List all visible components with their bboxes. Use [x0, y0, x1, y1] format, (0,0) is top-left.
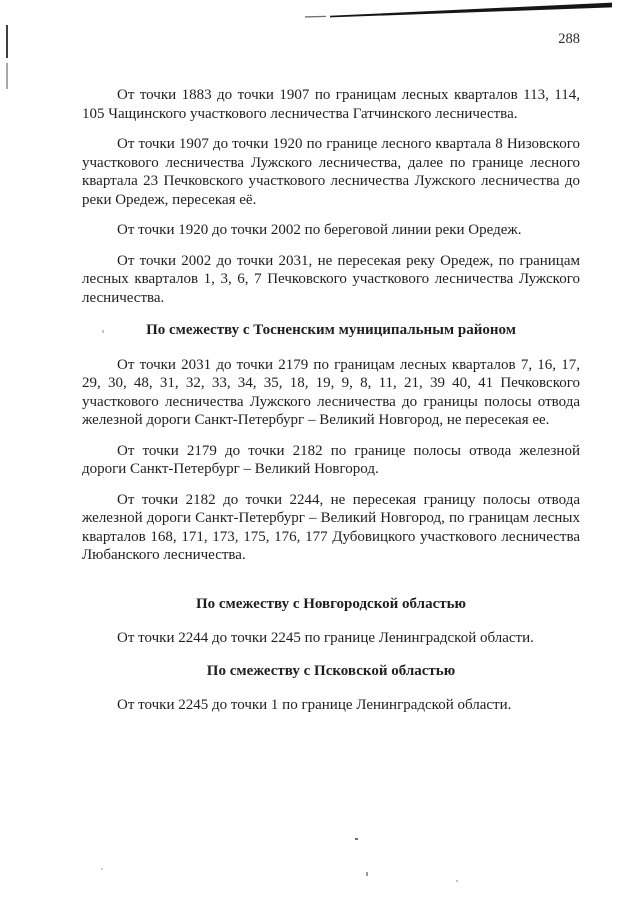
page-number: 288 — [558, 31, 580, 47]
paragraph-boundary-2182-2244: От точки 2182 до точки 2244, не пересекая границу полосы отвода железной дороги Санкт-Петербург – Великий Новгород, по границам лесных кварталов 168, 171, 173, 175, 176, 177 Дубовицкого участкового лесничества Любанского лесничества. — [82, 491, 580, 563]
document-body — [82, 86, 580, 727]
paragraph-boundary-2179-2182: От точки 2179 до точки 2182 по границе полосы отвода железной дороги Санкт-Петербург – Великий Новгород. — [82, 442, 580, 477]
scan-artifact-left-line-light — [6, 63, 8, 89]
paragraph-boundary-1883-1907: От точки 1883 до точки 1907 по границам лесных кварталов 113, 114, 105 Чащинского участкового лесничества Гатчинского лесничества. — [82, 87, 580, 122]
scan-speck — [456, 880, 458, 882]
section-heading-pskov-oblast: По смежеству с Псковской областью — [206, 662, 456, 679]
section-heading-novgorod-oblast: По смежеству с Новгородской областью — [195, 595, 467, 612]
section-heading-tosnensky-district: По смежеству с Тосненским муниципальным районом — [146, 322, 516, 338]
scan-speck — [355, 838, 358, 840]
paragraph-boundary-2245-1: От точки 2245 до точки 1 по границе Ленинградской области. — [117, 697, 512, 713]
paragraph-boundary-1920-2002: От точки 1920 до точки 2002 по береговой линии реки Оредеж. — [117, 222, 522, 238]
scan-artifact-left-line-dark — [6, 25, 8, 58]
paragraph-boundary-2244-2245: От точки 2244 до точки 2245 по границе Ленинградской области. — [117, 630, 534, 646]
scan-speck — [366, 872, 368, 876]
paragraph-boundary-1907-1920: От точки 1907 до точки 1920 по границе лесного квартала 8 Низовского участкового лесничества Лужского лесничества, далее по границе лесного квартала 23 Печковского участкового лесничества Лужского лесничества до реки Оредеж, пересекая её. — [82, 136, 580, 208]
paragraph-boundary-2031-2179: От точки 2031 до точки 2179 по границам лесных кварталов 7, 16, 17, 29, 30, 48, 31, 32, 33, 34, 35, 18, 19, 9, 8, 11, 21, 39 40, 41 Печковского участкового лесничества Лужского лесничества до границы полосы отвода железной дороги Санкт-Петербург – Великий Новгород, не пересекая ее. — [82, 356, 580, 428]
paragraph-boundary-2002-2031: От точки 2002 до точки 2031, не пересекая реку Оредеж, по границам лесных кварталов 1, 3, 6, 7 Печковского участкового лесничества Лужского лесничества. — [82, 252, 580, 306]
scan-artifact-diagonal-line — [0, 0, 640, 26]
scan-speck — [101, 868, 103, 870]
